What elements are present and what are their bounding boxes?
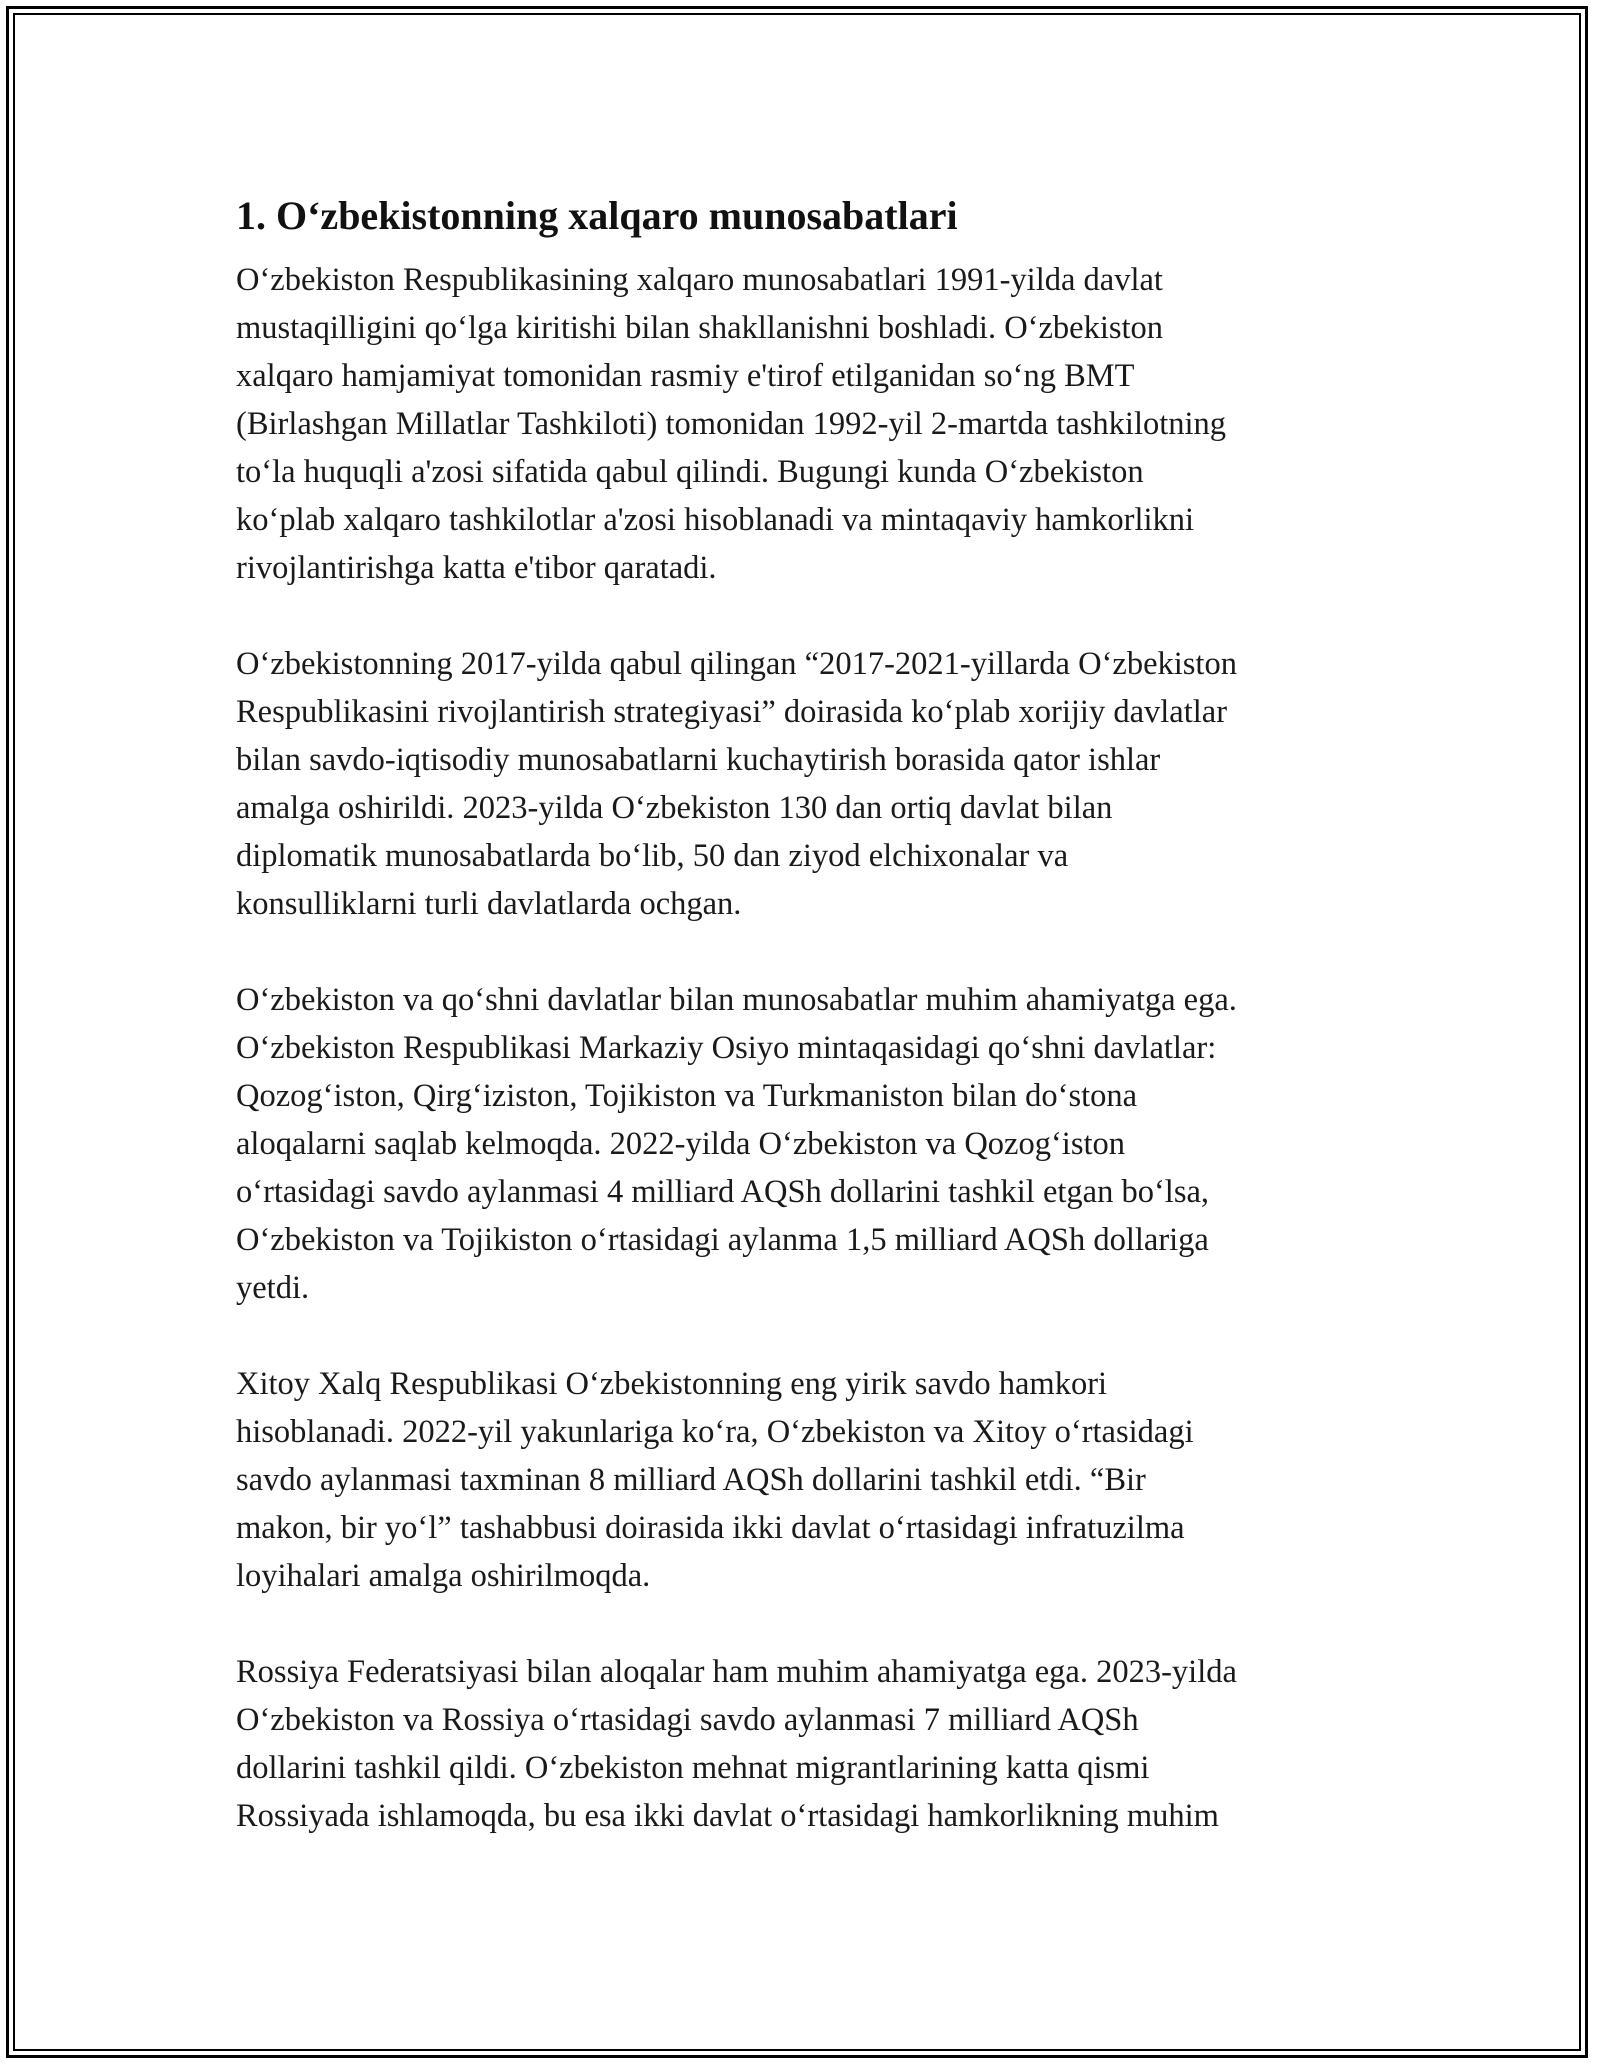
text-line: dollarini tashkil qildi. O‘zbekiston mehnat migrantlarining katta qismi	[236, 1750, 1150, 1786]
text-line: amalga oshirildi. 2023-yilda O‘zbekiston 130 dan ortiq davlat bilan	[236, 790, 1113, 826]
text-line: O‘zbekiston va qo‘shni davlatlar bilan munosabatlar muhim ahamiyatga ega.	[236, 982, 1237, 1018]
text-line: makon, bir yo‘l” tashabbusi doirasida ikki davlat o‘rtasidagi infratuzilma	[236, 1510, 1185, 1546]
text-line: loyihalari amalga oshirilmoqda.	[236, 1558, 651, 1594]
text-line: diplomatik munosabatlarda bo‘lib, 50 dan ziyod elchixonalar va	[236, 838, 1069, 874]
text-line: yetdi.	[236, 1270, 310, 1306]
text-line: o‘rtasidagi savdo aylanmasi 4 milliard AQSh dollarini tashkil etgan bo‘lsa,	[236, 1174, 1210, 1210]
paragraph-2	[236, 640, 1396, 928]
text-line: O‘zbekiston Respublikasining xalqaro munosabatlari 1991-yilda davlat	[236, 262, 1163, 298]
text-line: konsulliklarni turli davlatlarda ochgan.	[236, 886, 742, 922]
text-line: hisoblanadi. 2022-yil yakunlariga ko‘ra, O‘zbekiston va Xitoy o‘rtasidagi	[236, 1414, 1194, 1450]
document-body	[236, 190, 1396, 1888]
paragraph-5	[236, 1648, 1396, 1840]
text-line: rivojlantirishga katta e'tibor qaratadi.	[236, 550, 717, 586]
text-line: O‘zbekiston Respublikasi Markaziy Osiyo mintaqasidagi qo‘shni davlatlar:	[236, 1030, 1217, 1066]
text-line: Rossiyada ishlamoqda, bu esa ikki davlat o‘rtasidagi hamkorlikning muhim	[236, 1798, 1219, 1834]
text-line: O‘zbekiston va Tojikiston o‘rtasidagi aylanma 1,5 milliard AQSh dollariga	[236, 1222, 1209, 1258]
text-line: O‘zbekiston va Rossiya o‘rtasidagi savdo aylanmasi 7 milliard AQSh	[236, 1702, 1139, 1738]
paragraph-1	[236, 256, 1396, 592]
text-line: aloqalarni saqlab kelmoqda. 2022-yilda O‘zbekiston va Qozog‘iston	[236, 1126, 1126, 1162]
text-line: O‘zbekistonning 2017-yilda qabul qilingan “2017-2021-yillarda O‘zbekiston	[236, 646, 1237, 682]
paragraph-3	[236, 976, 1396, 1312]
paragraph-4	[236, 1360, 1396, 1600]
text-line: savdo aylanmasi taxminan 8 milliard AQSh dollarini tashkil etdi. “Bir	[236, 1462, 1146, 1498]
text-line: Xitoy Xalq Respublikasi O‘zbekistonning eng yirik savdo hamkori	[236, 1366, 1108, 1402]
text-line: to‘la huquqli a'zosi sifatida qabul qilindi. Bugungi kunda O‘zbekiston	[236, 454, 1144, 490]
text-line: Respublikasini rivojlantirish strategiyasi” doirasida ko‘plab xorijiy davlatlar	[236, 694, 1228, 730]
section-heading: 1. O‘zbekistonning xalqaro munosabatlari	[236, 193, 958, 238]
text-line: bilan savdo-iqtisodiy munosabatlarni kuchaytirish borasida qator ishlar	[236, 742, 1161, 778]
text-line: mustaqilligini qo‘lga kiritishi bilan shakllanishni boshladi. O‘zbekiston	[236, 310, 1164, 346]
text-line: Qozog‘iston, Qirg‘iziston, Tojikiston va Turkmaniston bilan do‘stona	[236, 1078, 1138, 1114]
text-line: Rossiya Federatsiyasi bilan aloqalar ham muhim ahamiyatga ega. 2023-yilda	[236, 1654, 1237, 1690]
text-line: ko‘plab xalqaro tashkilotlar a'zosi hisoblanadi va mintaqaviy hamkorlikni	[236, 502, 1195, 538]
text-line: (Birlashgan Millatlar Tashkiloti) tomonidan 1992-yil 2-martda tashkilotning	[236, 406, 1227, 442]
text-line: xalqaro hamjamiyat tomonidan rasmiy e'tirof etilganidan so‘ng BMT	[236, 358, 1135, 394]
